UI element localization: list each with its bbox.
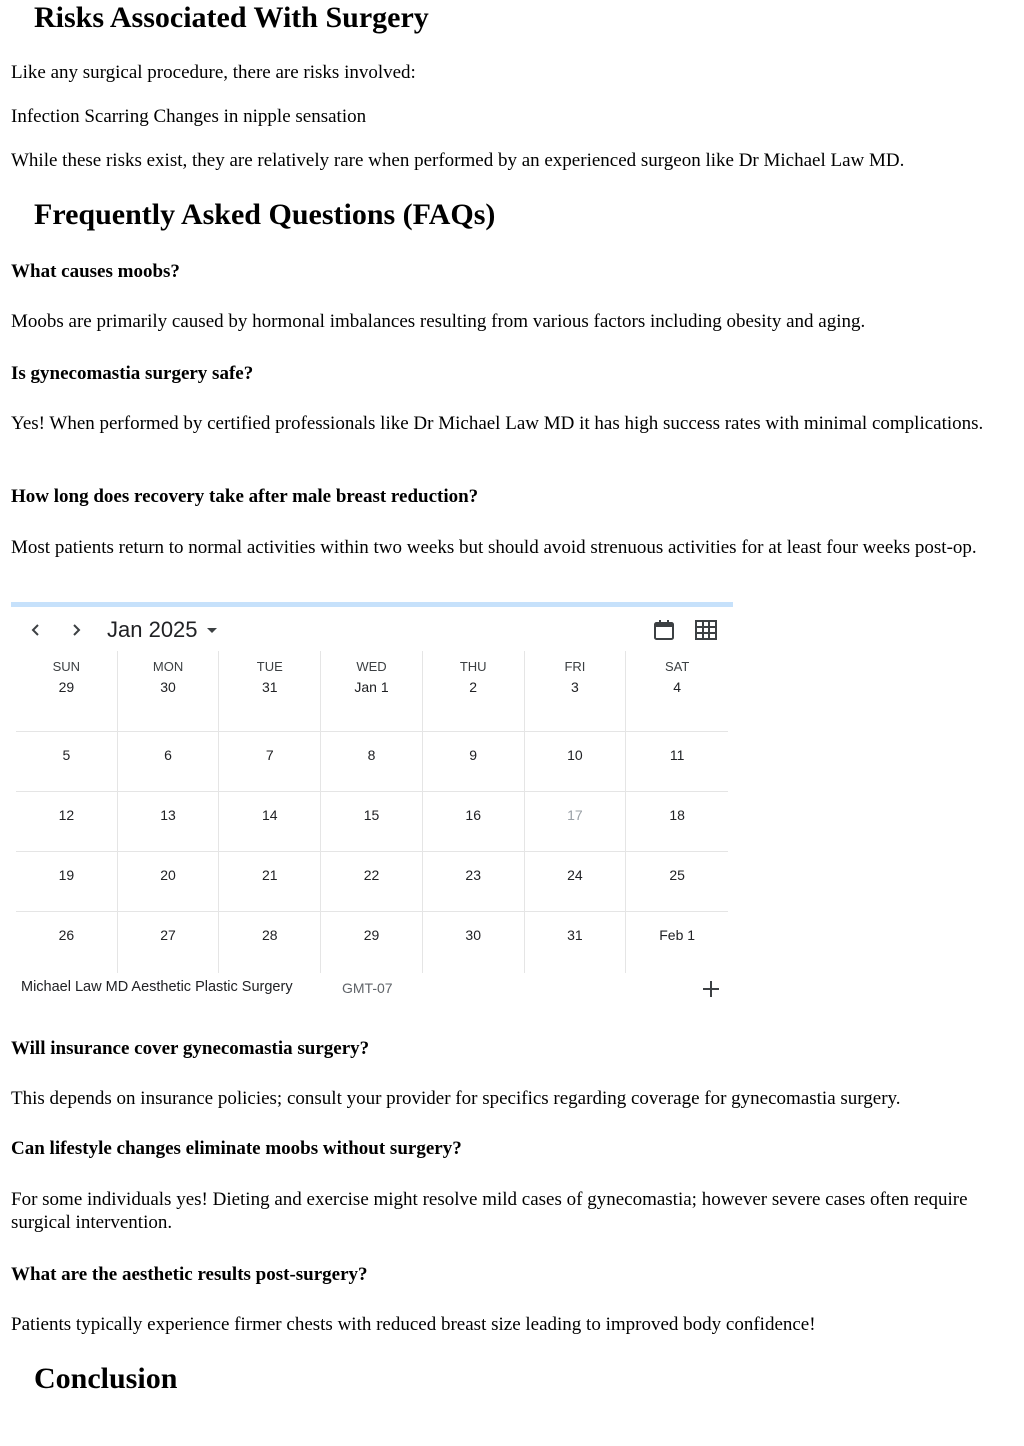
month-label: Jan 2025 [107, 617, 198, 642]
day-number: 19 [58, 867, 75, 883]
day-number: 21 [261, 867, 278, 883]
day-number: 20 [160, 867, 176, 883]
weekday-label: THU [459, 659, 487, 674]
day-cell[interactable] [16, 912, 118, 973]
day-cell[interactable] [16, 792, 118, 852]
prev-month-button[interactable] [23, 617, 49, 643]
day-cell[interactable] [423, 792, 525, 852]
day-cell[interactable] [321, 651, 423, 732]
day-number: 7 [265, 747, 274, 763]
day-number: 9 [469, 747, 478, 763]
day-number: 6 [164, 747, 172, 763]
day-cell[interactable] [118, 912, 220, 973]
day-number: 3 [571, 679, 579, 695]
day-number: 31 [567, 927, 583, 943]
day-number: 5 [62, 747, 71, 763]
day-cell[interactable] [626, 732, 728, 792]
risks-list: Infection Scarring Changes in nipple sensation [11, 106, 367, 127]
chevron-right-icon [69, 623, 83, 637]
risks-note: While these risks exist, they are relatively rare when performed by an experienced surgeon like Dr Michael Law MD. [11, 150, 905, 171]
day-cell[interactable] [321, 792, 423, 852]
faq-heading: Frequently Asked Questions (FAQs) [34, 198, 496, 231]
risks-heading: Risks Associated With Surgery [34, 1, 429, 34]
day-cell[interactable] [626, 792, 728, 852]
day-cell[interactable] [219, 852, 321, 912]
day-cell[interactable] [16, 651, 118, 732]
month-grid [16, 651, 728, 973]
day-number: Jan 1 [354, 679, 389, 695]
day-cell[interactable] [118, 852, 220, 912]
day-number: 14 [261, 807, 278, 823]
day-cell[interactable] [118, 651, 220, 732]
chevron-left-icon [29, 623, 43, 637]
day-number: 2 [469, 679, 478, 695]
day-number: 31 [261, 679, 278, 695]
day-cell[interactable] [16, 852, 118, 912]
calendar-name: Michael Law MD Aesthetic Plastic Surgery [21, 979, 293, 995]
day-number: 16 [465, 807, 481, 823]
day-cell[interactable] [525, 732, 627, 792]
day-number: 29 [58, 679, 75, 695]
next-month-button[interactable] [63, 617, 89, 643]
add-calendar-button[interactable] [699, 977, 723, 1001]
day-cell[interactable] [16, 732, 118, 792]
day-cell[interactable] [118, 732, 220, 792]
conclusion-heading: Conclusion [34, 1362, 178, 1395]
faq-answer: Yes! When performed by certified professionals like Dr Michael Law MD it has high success rates with minimal complications. [11, 413, 984, 434]
day-number: 13 [160, 807, 176, 823]
weekday-label: SUN [52, 659, 81, 674]
day-cell[interactable] [321, 912, 423, 973]
faq-question: Will insurance cover gynecomastia surgery? [11, 1038, 370, 1059]
day-cell[interactable] [118, 792, 220, 852]
faq-answer: For some individuals yes! Dieting and exercise might resolve mild cases of gynecomastia; however severe cases often require surgical intervention. [11, 1189, 968, 1233]
day-cell[interactable] [219, 912, 321, 973]
timezone-label: GMT-07 [342, 980, 393, 996]
month-view-button[interactable] [694, 619, 718, 646]
day-number: 17 [567, 807, 583, 823]
day-cell[interactable] [219, 732, 321, 792]
weekday-label: SAT [664, 659, 690, 674]
grid-icon [694, 619, 718, 641]
calendar-header [11, 612, 733, 648]
faq-answer: Moobs are primarily caused by hormonal imbalances resulting from various factors including obesity and aging. [11, 311, 866, 332]
day-number: 28 [261, 927, 278, 943]
faq-question: What are the aesthetic results post-surgery? [11, 1264, 368, 1285]
day-cell[interactable] [525, 651, 627, 732]
day-cell[interactable] [525, 852, 627, 912]
calendar-footer [11, 975, 733, 1005]
plus-icon [699, 977, 723, 1001]
faq-question: What causes moobs? [11, 261, 180, 282]
faq-question: Can lifestyle changes eliminate moobs without surgery? [11, 1138, 462, 1159]
day-number: 24 [567, 867, 583, 883]
day-cell[interactable] [626, 651, 728, 732]
day-number: 27 [160, 927, 176, 943]
weekday-label: TUE [256, 659, 283, 674]
day-cell[interactable] [626, 912, 728, 973]
faq-question: Is gynecomastia surgery safe? [11, 363, 254, 384]
day-cell[interactable] [423, 732, 525, 792]
caret-down-icon [206, 627, 218, 635]
day-cell[interactable] [525, 912, 627, 973]
day-number: 22 [363, 867, 380, 883]
day-number: 30 [160, 679, 176, 695]
day-cell[interactable] [626, 852, 728, 912]
day-number: 12 [58, 807, 75, 823]
calendar-widget [11, 602, 733, 1006]
day-number: 29 [363, 927, 380, 943]
risks-intro: Like any surgical procedure, there are risks involved: [11, 62, 416, 83]
faq-answer: Patients typically experience firmer chests with reduced breast size leading to improved body confidence! [11, 1314, 816, 1335]
day-cell[interactable] [219, 792, 321, 852]
day-cell[interactable] [219, 651, 321, 732]
day-number: Feb 1 [659, 927, 696, 943]
day-number: 23 [465, 867, 481, 883]
day-number: 4 [673, 679, 682, 695]
day-cell-muted[interactable] [525, 792, 627, 852]
calendar-icon [652, 618, 676, 642]
day-number: 10 [567, 747, 583, 763]
day-cell[interactable] [321, 852, 423, 912]
day-cell[interactable] [423, 912, 525, 973]
faq-question: How long does recovery take after male breast reduction? [11, 486, 479, 507]
day-number: 18 [669, 807, 685, 823]
day-cell[interactable] [321, 732, 423, 792]
day-cell[interactable] [423, 852, 525, 912]
faq-answer: Most patients return to normal activities within two weeks but should avoid strenuous activities for at least four weeks post-op. [11, 537, 977, 558]
month-selector[interactable] [107, 614, 218, 646]
faq-answer: This depends on insurance policies; consult your provider for specifics regarding coverage for gynecomastia surgery. [11, 1088, 901, 1109]
weekday-label: MON [152, 659, 184, 674]
day-number: 25 [669, 867, 685, 883]
day-view-button[interactable] [652, 618, 676, 647]
weekday-label: WED [356, 659, 387, 674]
day-number: 30 [465, 927, 481, 943]
day-number: 26 [58, 927, 75, 943]
day-number: 8 [367, 747, 376, 763]
day-number: 11 [669, 747, 685, 763]
day-number: 15 [363, 807, 380, 823]
weekday-label: FRI [564, 659, 586, 674]
day-cell[interactable] [423, 651, 525, 732]
calendar-accent-bar [11, 602, 733, 607]
